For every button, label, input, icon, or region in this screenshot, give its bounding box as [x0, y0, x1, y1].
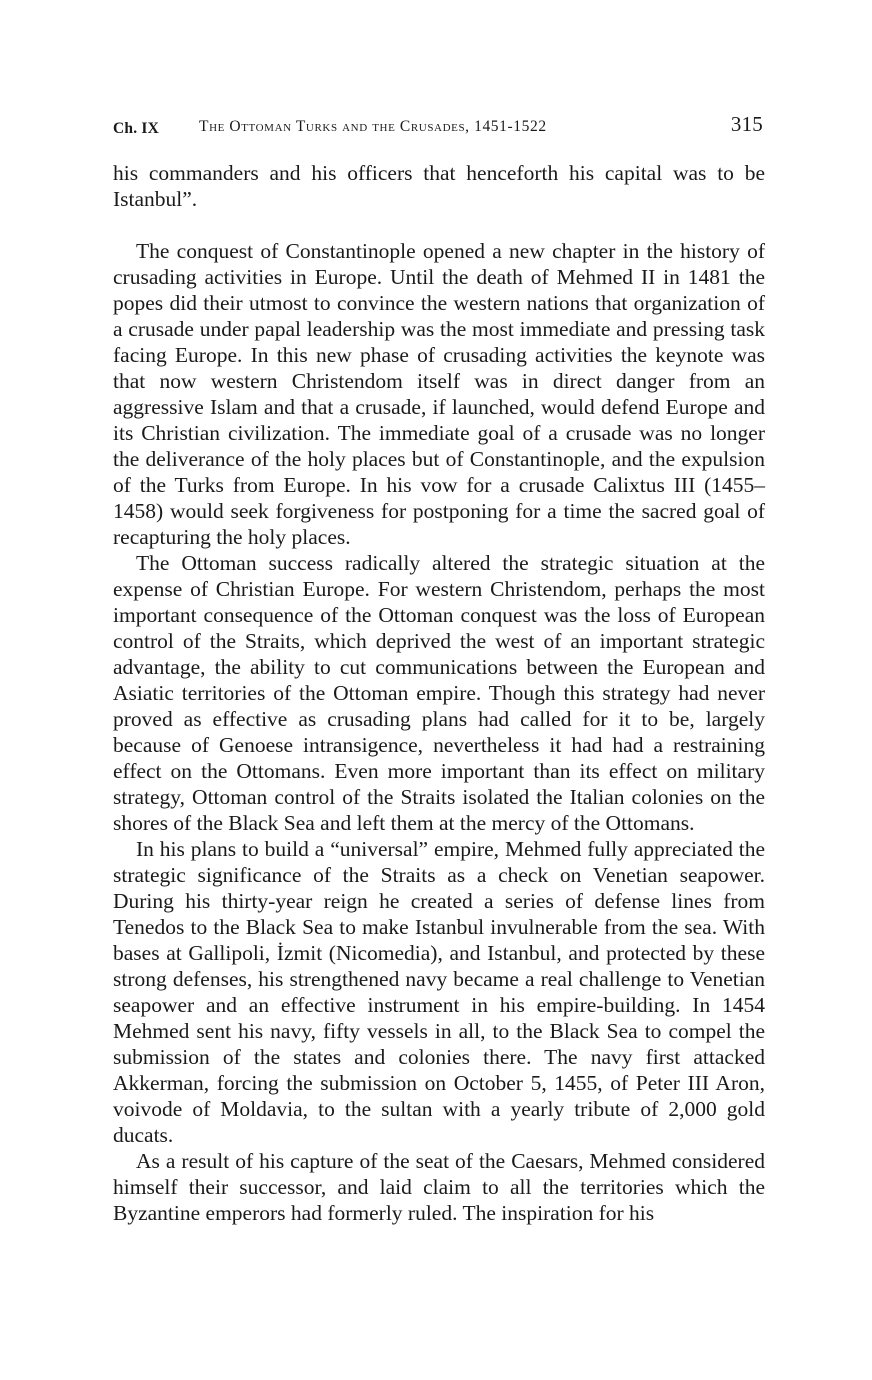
chapter-label: Ch. IX: [113, 120, 159, 137]
running-title: The Ottoman Turks and the Crusades, 1451-1522: [199, 118, 547, 135]
paragraph: In his plans to build a “universal” empire, Mehmed fully appreciated the strategic significance of the Straits as a check on Venetian seapower. During his thirty-year reign he created a series of defense lines from Tenedos to the Black Sea to make Istanbul invulnerable from the sea. With bases at Gallipoli, İzmit (Nicomedia), and Istanbul, and protected by these strong defenses, his strengthened navy became a real challenge to Venetian seapower and an effective instrument in his empire-building. In 1454 Mehmed sent his navy, fifty vessels in all, to the Black Sea to compel the submission of the states and colonies there. The navy first attacked Akkerman, forcing the submission on October 5, 1455, of Peter III Aron, voivode of Moldavia, to the sultan with a yearly tribute of 2,000 gold ducats.: [113, 837, 765, 1147]
body-text: [113, 160, 765, 1226]
running-head: [113, 112, 763, 140]
page-number: 315: [730, 112, 763, 136]
paragraph: The conquest of Constantinople opened a new chapter in the history of crusading activities in Europe. Until the death of Mehmed II in 1481 the popes did their utmost to convince the western nations that organization of a crusade under papal leadership was the most immediate and pressing task facing Europe. In this new phase of crusading activities the keynote was that now western Christendom itself was in direct danger from an aggressive Islam and that a crusade, if launched, would defend Europe and its Christian civilization. The immediate goal of a crusade was no longer the deliverance of the holy places but of Constantinople, and the expulsion of the Turks from Europe. In his vow for a crusade Calixtus III (1455–1458) would seek forgiveness for postponing for a time the sacred goal of recapturing the holy places.: [113, 239, 765, 549]
paragraph: The Ottoman success radically altered the strategic situation at the expense of Christian Europe. For western Christendom, perhaps the most important consequence of the Ottoman conquest was the loss of European control of the Straits, which deprived the west of an important strategic advantage, the ability to cut communications between the European and Asiatic territories of the Ottoman empire. Though this strategy had never proved as effective as crusading plans had called for it to be, largely because of Genoese intransigence, nevertheless it had had a restraining effect on the Ottomans. Even more important than its effect on military strategy, Ottoman control of the Straits isolated the Italian colonies on the shores of the Black Sea and left them at the mercy of the Ottomans.: [113, 551, 765, 835]
paragraph-continued: his commanders and his officers that henceforth his capital was to be Istanbul”.: [113, 161, 765, 211]
paragraph: As a result of his capture of the seat of the Caesars, Mehmed considered himself their successor, and laid claim to all the territories which the Byzantine emperors had formerly ruled. The inspiration for his: [113, 1149, 765, 1225]
